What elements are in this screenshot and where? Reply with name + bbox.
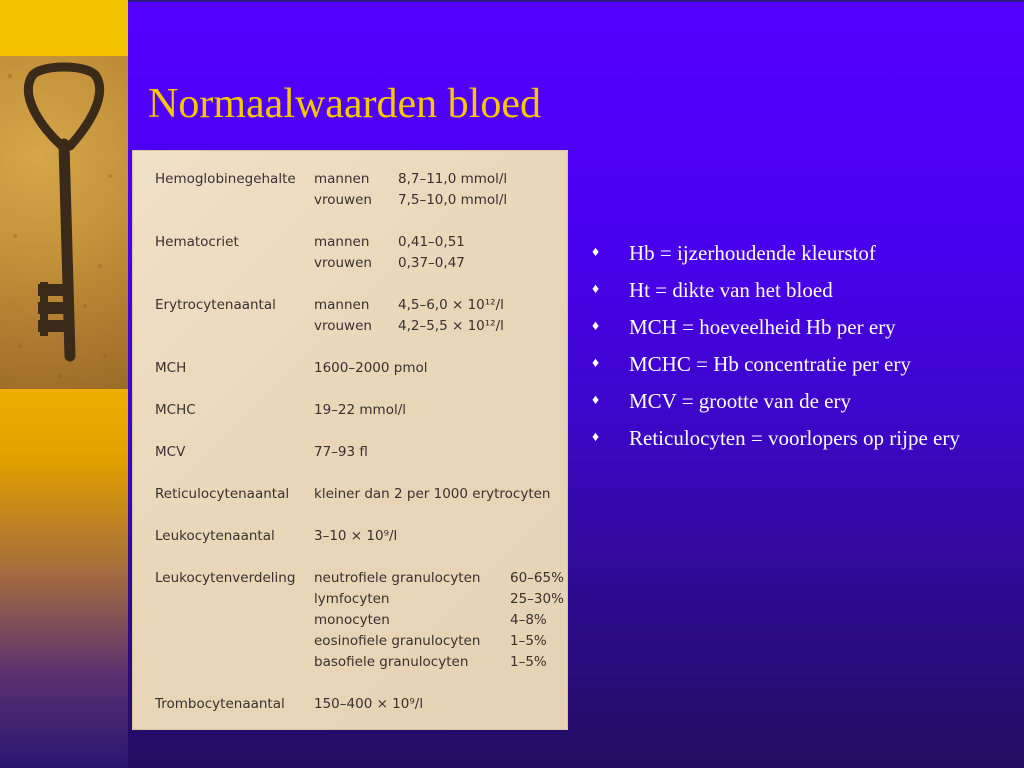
table-row bbox=[133, 696, 569, 716]
table-cell-group: 150–400 × 10⁹/l bbox=[314, 696, 424, 712]
table-cell-value: 4,5–6,0 × 10¹²/l bbox=[398, 297, 504, 313]
table-row bbox=[133, 360, 569, 380]
table-cell-value: 0,37–0,47 bbox=[398, 255, 465, 271]
bullet-text: MCH = hoeveelheid Hb per ery bbox=[629, 315, 896, 339]
diamond-bullet-icon: ♦ bbox=[592, 356, 600, 371]
table-cell-value: 0,41–0,51 bbox=[398, 234, 465, 250]
table-row bbox=[133, 402, 569, 422]
table-cell-group: monocyten bbox=[314, 612, 390, 628]
table-cell-group: lymfocyten bbox=[314, 591, 390, 607]
diamond-bullet-icon: ♦ bbox=[592, 245, 600, 260]
table-cell-parameter: Erytrocytenaantal bbox=[155, 297, 276, 313]
table-cell-group: kleiner dan 2 per 1000 erytrocyten bbox=[314, 486, 551, 502]
table-cell-group: 77–93 fl bbox=[314, 444, 368, 460]
bullet-text: Ht = dikte van het bloed bbox=[629, 278, 833, 302]
table-cell-percentage: 25–30% bbox=[510, 591, 564, 607]
key-icon bbox=[0, 56, 128, 389]
table-cell-group: 1600–2000 pmol bbox=[314, 360, 428, 376]
table-cell-group: vrouwen bbox=[314, 255, 372, 271]
bullet-text: MCHC = Hb concentratie per ery bbox=[629, 352, 911, 376]
table-row bbox=[133, 171, 569, 191]
bullet-item bbox=[592, 240, 992, 266]
diamond-bullet-icon: ♦ bbox=[592, 430, 600, 445]
table-cell-group: mannen bbox=[314, 234, 370, 250]
table-row bbox=[133, 297, 569, 317]
diamond-bullet-icon: ♦ bbox=[592, 319, 600, 334]
table-cell-percentage: 60–65% bbox=[510, 570, 564, 586]
table-cell-group: mannen bbox=[314, 297, 370, 313]
bullet-list bbox=[592, 240, 992, 462]
table-cell-group: basofiele granulocyten bbox=[314, 654, 469, 670]
reference-values-table bbox=[132, 150, 568, 730]
table-cell-value: 7,5–10,0 mmol/l bbox=[398, 192, 508, 208]
diamond-bullet-icon: ♦ bbox=[592, 393, 600, 408]
table-cell-percentage: 1–5% bbox=[510, 633, 547, 649]
bullet-item bbox=[592, 351, 992, 377]
table-row bbox=[133, 654, 569, 674]
table-row bbox=[133, 444, 569, 464]
table-cell-parameter: Leukocytenverdeling bbox=[155, 570, 296, 586]
bullet-item bbox=[592, 425, 992, 451]
table-row bbox=[133, 528, 569, 548]
table-cell-parameter: MCH bbox=[155, 360, 187, 376]
table-cell-parameter: Leukocytenaantal bbox=[155, 528, 275, 544]
table-cell-group: eosinofiele granulocyten bbox=[314, 633, 481, 649]
slide-title: Normaalwaarden bloed bbox=[148, 81, 541, 127]
bullet-text: Reticulocyten = voorlopers op rijpe ery bbox=[629, 426, 960, 450]
table-cell-group: 3–10 × 10⁹/l bbox=[314, 528, 398, 544]
table-cell-parameter: Trombocytenaantal bbox=[155, 696, 285, 712]
table-cell-group: neutrofiele granulocyten bbox=[314, 570, 481, 586]
table-row bbox=[133, 255, 569, 275]
table-cell-value: 4,2–5,5 × 10¹²/l bbox=[398, 318, 504, 334]
table-cell-group: vrouwen bbox=[314, 318, 372, 334]
bullet-text: MCV = grootte van de ery bbox=[629, 389, 851, 413]
bullet-item bbox=[592, 388, 992, 414]
diamond-bullet-icon: ♦ bbox=[592, 282, 600, 297]
key-photo bbox=[0, 56, 128, 389]
table-cell-percentage: 4–8% bbox=[510, 612, 547, 628]
table-cell-parameter: Hematocriet bbox=[155, 234, 239, 250]
table-cell-parameter: MCHC bbox=[155, 402, 196, 418]
table-row bbox=[133, 633, 569, 653]
table-row bbox=[133, 486, 569, 506]
top-divider bbox=[128, 0, 1024, 2]
bullet-text: Hb = ijzerhoudende kleurstof bbox=[629, 241, 876, 265]
bullet-item bbox=[592, 277, 992, 303]
table-cell-parameter: MCV bbox=[155, 444, 186, 460]
table-cell-group: vrouwen bbox=[314, 192, 372, 208]
table-row bbox=[133, 234, 569, 254]
table-row bbox=[133, 318, 569, 338]
table-cell-group: mannen bbox=[314, 171, 370, 187]
table-cell-percentage: 1–5% bbox=[510, 654, 547, 670]
table-row bbox=[133, 192, 569, 212]
table-row bbox=[133, 570, 569, 590]
table-cell-value: 8,7–11,0 mmol/l bbox=[398, 171, 508, 187]
bullet-item bbox=[592, 314, 992, 340]
table-cell-parameter: Reticulocytenaantal bbox=[155, 486, 290, 502]
table-row bbox=[133, 591, 569, 611]
table-row bbox=[133, 612, 569, 632]
table-cell-group: 19–22 mmol/l bbox=[314, 402, 407, 418]
table-cell-parameter: Hemoglobinegehalte bbox=[155, 171, 296, 187]
